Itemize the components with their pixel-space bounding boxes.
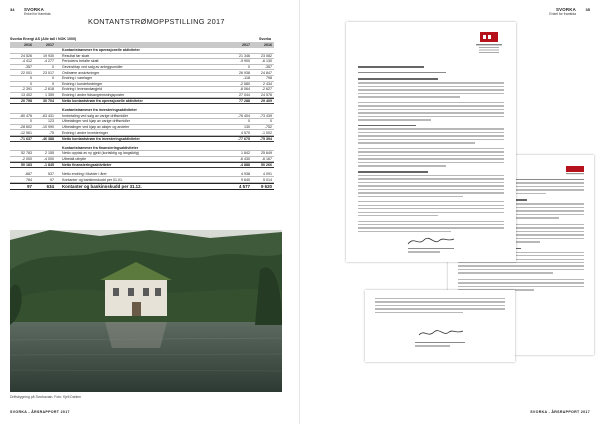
value-2017-group: 0: [248, 119, 250, 124]
page-gutter: [299, 0, 300, 424]
photo-caption: Driftsbygning på Svorkavatn. Foto: Kjell Dahlen: [10, 395, 82, 399]
left-brand-tagline: Enkel for framtida: [24, 12, 51, 17]
row-label: Endring i kundefordringer: [62, 81, 103, 86]
value-2017-company: 0: [52, 65, 54, 70]
value-2017-company: 19 930: [43, 53, 54, 58]
row-label: Endring i varelager: [62, 76, 93, 81]
value-2017-company: 2 155: [45, 151, 54, 156]
value-2016-group: -6 130: [261, 59, 272, 64]
value-2017-group: 21 346: [239, 53, 250, 58]
value-2017-group: -9 900: [239, 59, 250, 64]
value-2016-group: -73 439: [259, 113, 272, 118]
value-2017-company: -75: [48, 130, 54, 135]
value-2017-group: 1 842: [241, 151, 250, 156]
row-label: Kontantstrømmer fra investeringsaktiviteter: [62, 108, 137, 113]
value-2016-company: -2 391: [21, 87, 32, 92]
row-label: Utbetalt utbytte: [62, 156, 87, 161]
value-2017-group: -118: [243, 76, 250, 81]
value-2016-group: -357: [264, 65, 272, 70]
value-2016-company: -687: [24, 172, 32, 177]
value-2017-company: -2 618: [43, 87, 54, 92]
value-2016-group: 5 014: [263, 177, 272, 182]
value-2016-group: 25 649: [261, 151, 272, 156]
value-2017-group: 27 044: [239, 93, 250, 98]
year-column-3: 2017: [242, 43, 250, 47]
value-2017-company: 97: [50, 177, 54, 182]
row-label: Utbetalinger ved kjøp av varige driftsmidler: [62, 119, 131, 124]
value-2017-company: 634: [46, 184, 54, 190]
value-2017-company: 30 704: [43, 99, 54, 104]
value-2016-company: -2 000: [21, 156, 32, 161]
value-2017-group: 130: [244, 125, 250, 130]
value-2017-group: -6 064: [239, 87, 250, 92]
value-2017-group: -6 430: [239, 156, 250, 161]
left-brand-name: SVORKA: [24, 7, 44, 12]
company-label: Svorka Energi AS (Alle tall i NOK 1000): [10, 37, 77, 41]
value-2016-group: -752: [264, 125, 272, 130]
value-2017-company: 0: [52, 81, 54, 86]
report-text-block-1: [358, 66, 504, 234]
row-label: Netto finansieringsaktiviteter: [62, 163, 112, 168]
row-label: Kontanter og bankinnskudd per 01.01.: [62, 177, 123, 182]
row-label: Resultat før skatt: [62, 53, 90, 58]
row-label: Kontantstrømmer fra operasjonelle aktiviteter: [62, 48, 140, 53]
row-label: Utbetalinger ved kjøp av aksjer og andeler: [62, 125, 130, 130]
value-2016-company: 20 798: [21, 99, 32, 104]
value-2017-company: 1 359: [45, 93, 54, 98]
subtotal-row: [10, 136, 274, 142]
value-2017-company: -1 845: [43, 163, 54, 168]
value-2016-company: 0: [30, 81, 32, 86]
value-2017-company: -10 990: [41, 125, 54, 130]
value-2016-company: 0: [30, 119, 32, 124]
photo-illustration: [10, 230, 282, 392]
year-column-2: 2017: [46, 43, 54, 47]
value-2017-group: 4 577: [239, 184, 250, 190]
value-2016-group: 29 409: [261, 99, 272, 104]
cash-flow-table: [10, 36, 274, 190]
value-2017-company: -46 388: [41, 136, 54, 141]
value-2016-company: -357: [24, 65, 32, 70]
row-label: Periodens betalte skatt: [62, 59, 99, 64]
year-column-4: 2016: [264, 43, 272, 47]
value-2017-group: -2 580: [239, 81, 250, 86]
value-2016-group: -1 002: [261, 130, 272, 135]
group-label: Svorka: [259, 37, 271, 41]
value-2016-group: 798: [266, 76, 272, 81]
value-2016-company: 52 783: [21, 151, 32, 156]
grand-total-row: [10, 183, 274, 190]
table-body: [10, 48, 274, 190]
value-2017-company: -63 431: [41, 113, 54, 118]
value-2016-group: 24 576: [261, 93, 272, 98]
value-2017-group: 4 570: [241, 130, 250, 135]
page-title: KONTANTSTRØMOPPSTILLING 2017: [88, 17, 225, 26]
value-2017-group: 0: [248, 65, 250, 70]
auditor-report-page-1: [346, 22, 516, 262]
value-2017-company: -4 277: [43, 59, 54, 64]
right-brand-name: SVORKA: [556, 7, 576, 12]
value-2016-group: 2 434: [263, 81, 272, 86]
row-label: Netto kontantstrøm fra operasjonelle aktiviteter: [62, 99, 143, 104]
right-page-footer: SVORKA - ÅRSRAPPORT 2017: [530, 410, 590, 414]
value-2017-group: 26 938: [239, 70, 250, 75]
value-2017-group: 4 938: [241, 172, 250, 177]
subtotal-row: [10, 162, 274, 168]
value-2016-group: 0: [270, 119, 272, 124]
value-2017-company: 23 017: [43, 70, 54, 75]
value-2016-company: 24 526: [21, 53, 32, 58]
left-page-number: 34: [10, 7, 15, 12]
value-2016-group: 9 620: [261, 184, 272, 190]
value-2017-group: -76 404: [237, 113, 250, 118]
auditor-logo-icon: [476, 32, 502, 59]
row-label: Endring i andre tidsavgrensningsposter: [62, 93, 125, 98]
value-2016-company: 13 402: [21, 93, 32, 98]
value-2017-company: 123: [48, 119, 54, 124]
report-text-block-3: [375, 298, 505, 319]
value-2017-company: -4 000: [43, 156, 54, 161]
row-label: Ordinære avskrivninger: [62, 70, 100, 75]
value-2016-group: -6 167: [261, 156, 272, 161]
value-2016-company: 0: [30, 76, 32, 81]
value-2016-company: -80 476: [19, 113, 32, 118]
right-page-number: 35: [585, 7, 590, 12]
row-label: Endring i leverandørgjeld: [62, 87, 102, 92]
row-label: Endring i andre investeringer: [62, 130, 108, 135]
value-2016-company: -4 412: [21, 59, 32, 64]
auditor-report-page-3: [365, 290, 515, 362]
row-label: Netto endring i likvider i året: [62, 172, 107, 177]
value-2016-company: 50 183: [21, 163, 32, 168]
row-label: Innbetaling ved salg av varige driftsmidler: [62, 113, 129, 118]
value-2016-group: -2 627: [261, 87, 272, 92]
left-page-footer: SVORKA - ÅRSRAPPORT 2017: [10, 410, 70, 414]
value-2016-group: 50 266: [261, 163, 272, 168]
value-2017-group: 9 640: [241, 177, 250, 182]
subtotal-row: [10, 98, 274, 104]
row-label: Netto opptak av ny gjeld (kortsiktig og langsiktig): [62, 151, 140, 156]
value-2016-company: -28 602: [19, 125, 32, 130]
value-2016-company: -71 637: [19, 136, 32, 141]
value-2016-company: 22 001: [21, 70, 32, 75]
value-2016-company: 784: [26, 177, 32, 182]
year-column-1: 2016: [24, 43, 32, 47]
value-2016-group: 24 847: [261, 70, 272, 75]
value-2016-company: -12 561: [19, 130, 32, 135]
right-brand-tagline: Enkel for framtida: [549, 12, 576, 17]
value-2017-group: -4 888: [239, 163, 250, 168]
value-2017-group: -77 675: [237, 136, 250, 141]
value-2016-group: 23 082: [261, 53, 272, 58]
row-label: Gevinst/tap ved salg av anleggsmidler: [62, 65, 123, 70]
row-label: Netto kontantstrøm fra investeringsaktiviteter: [62, 136, 140, 141]
value-2017-company: 0: [52, 76, 54, 81]
value-2016-company: 97: [27, 184, 32, 190]
hydropower-building-photo: [10, 230, 282, 392]
value-2016-group: 4 091: [263, 172, 272, 177]
value-2017-company: 537: [48, 172, 54, 177]
row-label: Kontantstrømmer fra finansieringsaktiviteter: [62, 145, 139, 150]
row-label: Kontanter og bankinnskudd per 31.12.: [62, 184, 142, 190]
value-2016-group: -75 394: [259, 136, 272, 141]
value-2017-group: 77 288: [239, 99, 250, 104]
